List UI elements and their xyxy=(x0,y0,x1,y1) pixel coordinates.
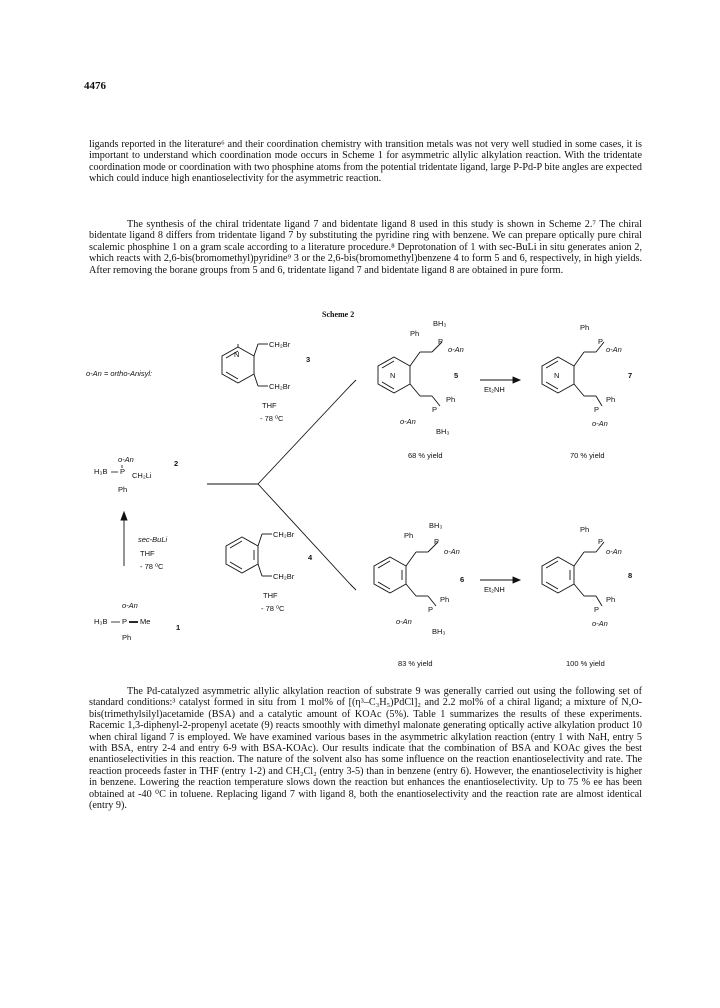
cmpd8-ph-top: Ph xyxy=(580,525,590,534)
reagent-temp: - 78 ⁰C xyxy=(140,562,164,571)
cmpd6-number: 6 xyxy=(460,575,465,584)
cmpd7-ph-bot: Ph xyxy=(606,395,616,404)
cmpd6-ph-bot: Ph xyxy=(440,595,450,604)
cmpd5-number: 5 xyxy=(454,371,459,380)
cmpd8-number: 8 xyxy=(628,571,633,580)
reagent-solvent: THF xyxy=(140,549,155,558)
cmpd4-solvent: THF xyxy=(263,591,278,600)
deprotect-reagent-1: Et₂NH xyxy=(484,385,505,394)
cmpd3-ch2br-top: CH₂Br xyxy=(269,340,291,349)
cmpd7-ph-top: Ph xyxy=(580,323,590,332)
cmpd6-p-top: P xyxy=(434,537,440,546)
reaction-scheme xyxy=(80,306,640,676)
cmpd7-n: N xyxy=(554,371,560,380)
cmpd8-p-top: P xyxy=(598,537,604,546)
cmpd4-number: 4 xyxy=(308,553,313,562)
cmpd5-p-bot: P xyxy=(432,405,438,414)
cmpd5-oan-bot: o-An xyxy=(400,417,416,426)
cmpd8-oan-bot: o-An xyxy=(592,619,608,628)
cmpd1-oan: o-An xyxy=(122,601,138,610)
paragraph-intro: ligands reported in the literature⁶ and their coordination chemistry with transition metals was not very well studied in some cases, it is important to understand which coordination mode occurs in Scheme 1 for asymmetric allylic alkylation reaction. With the tridentate coordination mode or coordination with two phosphine atoms from the potential tridentate ligand, large P-Pd-P bite angles are expected which could induce high enantioselectivity for the asymmetric reaction. xyxy=(89,139,642,185)
cmpd5-bh3-top: BH₃ xyxy=(433,319,447,328)
cmpd8-oan-top: o-An xyxy=(606,547,622,556)
cmpd6-p-bot: P xyxy=(428,605,434,614)
cmpd5-oan-top: o-An xyxy=(448,345,464,354)
cmpd2-oan: o-An xyxy=(118,455,134,464)
cmpd4-ch2br-top: CH₂Br xyxy=(273,530,295,539)
cmpd5-ph-bot: Ph xyxy=(446,395,456,404)
cmpd6-oan-bot: o-An xyxy=(396,617,412,626)
cmpd8-yield: 100 % yield xyxy=(566,659,605,668)
cmpd3-number: 3 xyxy=(306,355,311,364)
cmpd7-yield: 70 % yield xyxy=(570,451,605,460)
cmpd4-ch2br-bot: CH₂Br xyxy=(273,572,295,581)
cmpd4-temp: - 78 ⁰C xyxy=(261,604,285,613)
reagent-base: sec-BuLi xyxy=(138,535,168,544)
cmpd6-ph-top: Ph xyxy=(404,531,414,540)
cmpd1-p: P xyxy=(122,617,128,626)
cmpd5-n: N xyxy=(390,371,396,380)
cmpd7-oan-top: o-An xyxy=(606,345,622,354)
paragraph-synthesis: The synthesis of the chiral tridentate ligand 7 and bidentate ligand 8 used in this study is shown in Scheme 2.⁷ The chiral bidentate ligand 8 differs from tridentate ligand 7 by substituting the pyridine ring with benzene. We can prepare optically pure chiral scalemic phosphine 1 on a gram scale according to a literature procedure.⁸ Deprotonation of 1 with sec-BuLi in situ generates anion 2, which reacts with 2,6-bis(bromomethyl)pyridine⁹ 3 or the 2,6-bis(bromomethyl)benzene 4 to form 5 and 6, respectively, in high yields. After removing the borane groups from 5 and 6, tridentate ligand 7 and bidentate ligand 8 are obtained in pure form. xyxy=(89,219,642,276)
cmpd3-ch2br-bot: CH₂Br xyxy=(269,382,291,391)
cmpd2-h3b: H₃B xyxy=(94,467,108,476)
cmpd3-solvent: THF xyxy=(262,401,277,410)
cmpd7-oan-bot: o-An xyxy=(592,419,608,428)
cmpd7-p-bot: P xyxy=(594,405,600,414)
cmpd5-ph-top: Ph xyxy=(410,329,420,338)
cmpd2-ch2li: CH₂Li xyxy=(132,471,152,480)
cmpd6-oan-top: o-An xyxy=(444,547,460,556)
cmpd2-p: P xyxy=(120,467,126,476)
cmpd2-number: 2 xyxy=(174,459,179,468)
cmpd5-bh3-bot: BH₃ xyxy=(436,427,450,436)
cmpd3-n: N xyxy=(234,350,240,359)
cmpd6-bh3-bot: BH₃ xyxy=(432,627,446,636)
cmpd5-p-top: P xyxy=(438,337,444,346)
cmpd6-yield: 83 % yield xyxy=(398,659,433,668)
page-number: 4476 xyxy=(84,80,106,92)
anisyl-legend: o-An = ortho-Anisyl: xyxy=(86,369,153,378)
cmpd1-me: Me xyxy=(140,617,151,626)
cmpd1-h3b: H₃B xyxy=(94,617,108,626)
cmpd7-p-top: P xyxy=(598,337,604,346)
scheme-title: Scheme 2 xyxy=(322,310,355,319)
cmpd2-ph: Ph xyxy=(118,485,128,494)
cmpd5-yield: 68 % yield xyxy=(408,451,443,460)
cmpd8-p-bot: P xyxy=(594,605,600,614)
deprotect-reagent-2: Et₂NH xyxy=(484,585,505,594)
paragraph-catalysis: The Pd-catalyzed asymmetric allylic alkylation reaction of substrate 9 was generally carried out using the following set of standard conditions:³ catalyst formed in situ from 1 mol% of [(η³–C₃H₅)PdCl]₂ and 2.2 mol% of a chiral ligand; a mixture of N,O-bis(trimethylsilyl)acetamide (BSA) and a catalytic amount of KOAc (5%). Table 1 summarizes the results of these experiments. Racemic 1,3-diphenyl-2-propenyl acetate (9) reacts smoothly with dimethyl malonate generating optically active alkylation product 10 when chiral ligand 7 is employed. We have examined various bases in the asymmetric alkylation reaction (entry 1 with NaH, entry 5 with BSA, entry 2-4 and entry 6-9 with BSA-KOAc). Our results indicate that the combination of BSA and KOAc gives the best enantioselectivities in this reaction. The nature of the solvent also has some influence on the reaction enantioselectivity and rate. The reaction proceeds faster in THF (entry 1-2) and CH₂Cl₂ (entry 3-5) than in benzene (entry 6). However, the enantioselectivity is higher in benzene. Lowering the reaction temperature slows down the reaction but enhances the enantioselectivity. Up to 75 % ee has been obtained at -40 ⁰C in toluene. Replacing ligand 7 with ligand 8, both the enantioselectivity and the reaction rate are almost identical (entry 9). xyxy=(89,686,642,812)
cmpd3-temp: - 78 ⁰C xyxy=(260,414,284,423)
cmpd8-ph-bot: Ph xyxy=(606,595,616,604)
cmpd7-number: 7 xyxy=(628,371,633,380)
cmpd1-ph: Ph xyxy=(122,633,132,642)
cmpd1-number: 1 xyxy=(176,623,181,632)
cmpd6-bh3-top: BH₃ xyxy=(429,521,443,530)
